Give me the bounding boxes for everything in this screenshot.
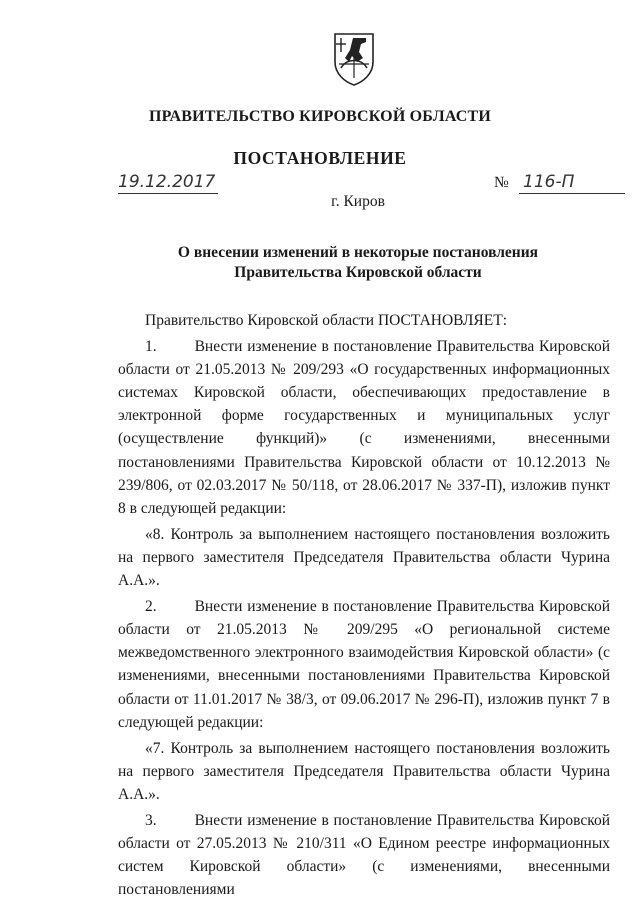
paragraph-item-2-quote: «7. Контроль за выполнением настоящего постановления возложить на первого заместителя Председателя Правительства области Чурина А.А.».: [118, 739, 610, 803]
subject-line-2: Правительства Кировской области: [234, 264, 482, 281]
paragraph-item-3: 3. Внести изменение в постановление Правительства Кировской области от 27.05.2013 № 210/311 «О Едином реестре информационных систем Кировской области» (с изменениями, внесенными постановлениями: [118, 811, 610, 899]
paragraph-item-1-quote: «8. Контроль за выполнением настоящего постановления возложить на первого заместителя Председателя Правительства области Чурина А.А.».: [118, 525, 610, 590]
document-number: 116-П: [519, 172, 625, 194]
subject-line-1: О внесении изменений в некоторые постановления: [177, 244, 539, 261]
coat-of-arms-icon: [333, 32, 375, 86]
number-label: №: [494, 174, 509, 191]
document-date: 19.12.2017: [118, 172, 218, 194]
document-type: ПОСТАНОВЛЕНИЕ: [233, 148, 407, 168]
city-label: г. Киров: [331, 193, 385, 210]
document-body: [118, 309, 610, 901]
paragraph-item-1: 1. Внести изменение в постановление Правительства Кировской области от 21.05.2013 № 209/293 «О государственных информационных системах Кировской области, обеспечивающих предоставление в электронной форме государственных и муниципальных услуг (осуществление функций)» (с изменениями, внесенными постановлениями Правительства Кировской области от 10.12.2013 № 239/806, от 02.03.2017 № 50/118, от 28.06.2017 № 337-П), изложив пункт 8 в следующей редакции:: [118, 338, 610, 517]
preamble: Правительство Кировской области ПОСТАНОВЛЯЕТ:: [145, 312, 508, 329]
organization-title: ПРАВИТЕЛЬСТВО КИРОВСКОЙ ОБЛАСТИ: [148, 108, 492, 125]
paragraph-item-2: 2. Внести изменение в постановление Правительства Кировской области от 21.05.2013 № 209/295 «О региональной системе межведомственного электронного взаимодействия Кировской области» (с изменениями, внесенными постановлениями Правительства Кировской области от 11.01.2017 № 38/3, от 09.06.2017 № 296-П), изложив пункт 7 в следующей редакции:: [118, 598, 610, 731]
document-subject: [0, 243, 640, 283]
